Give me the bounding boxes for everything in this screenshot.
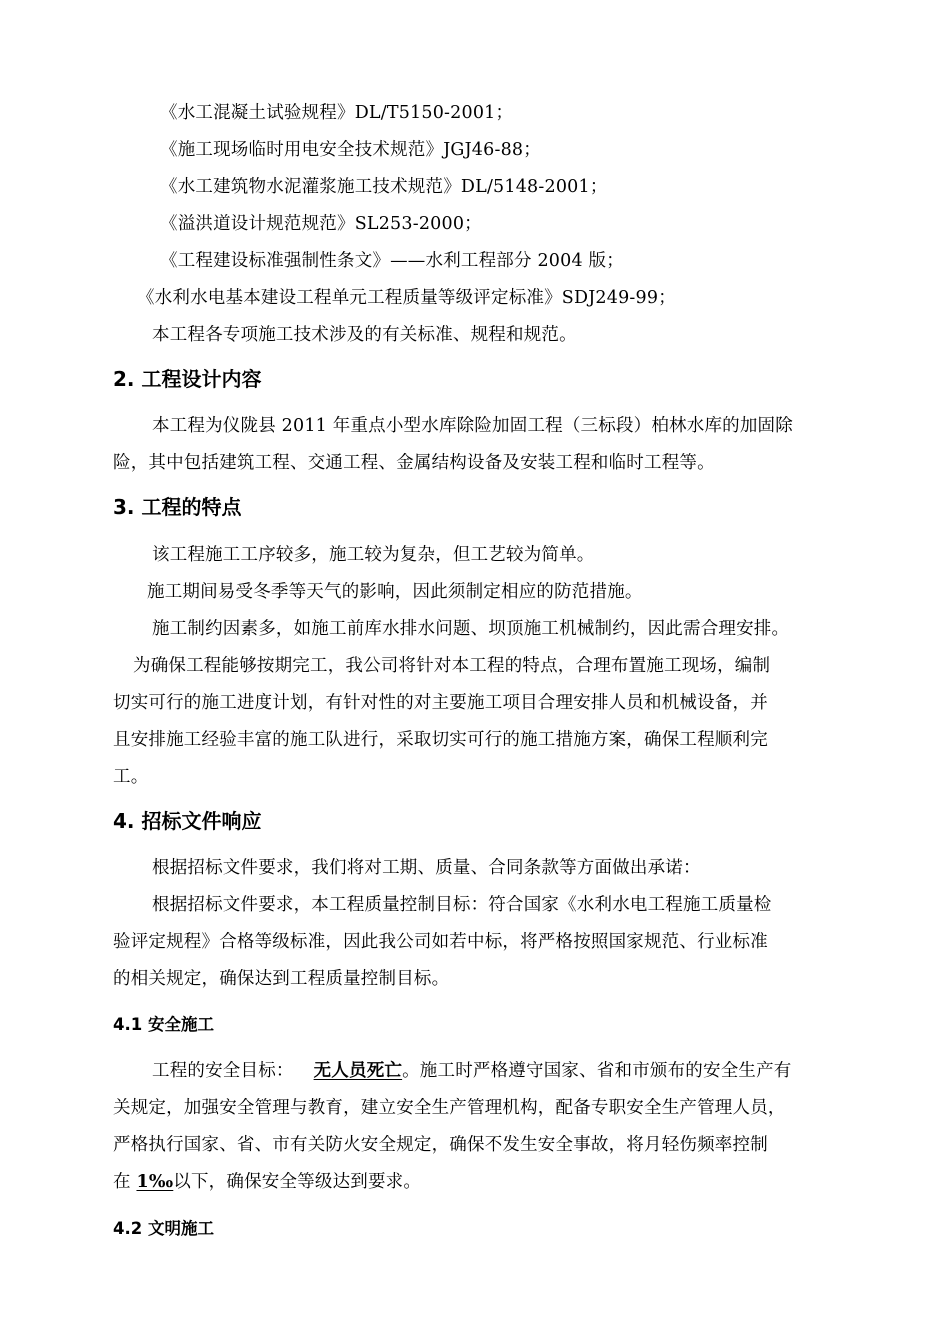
- body-line: 该工程施工工序较多，施工较为复杂，但工艺较为简单。: [152, 545, 595, 565]
- body-line: 的相关规定，确保达到工程质量控制目标。: [113, 969, 450, 989]
- section-heading: 3. 工程的特点: [113, 495, 242, 519]
- body-line: 工。: [113, 767, 149, 787]
- injury-rate-suffix: 以下，确保安全等级达到要求。: [173, 1172, 422, 1192]
- standard-item: 《水工建筑物水泥灌浆施工技术规范》DL/5148-2001；: [160, 177, 608, 197]
- body-line: 验评定规程》合格等级标准，因此我公司如若中标，将严格按照国家规范、行业标准: [113, 932, 768, 952]
- standard-item: 本工程各专项施工技术涉及的有关标准、规程和规范。: [152, 325, 577, 345]
- standard-item: 《水工混凝土试验规程》DL/T5150-2001；: [160, 103, 514, 123]
- body-line: 严格执行国家、省、市有关防火安全规定，确保不发生安全事故，将月轻伤频率控制: [113, 1135, 768, 1155]
- injury-rate-prefix: 在: [113, 1172, 137, 1192]
- body-line: 施工制约因素多，如施工前库水排水问题、坝顶施工机械制约，因此需合理安排。: [152, 619, 790, 639]
- injury-rate-value: 1‰: [136, 1172, 174, 1192]
- standard-item: 《水利水电基本建设工程单元工程质量等级评定标准》SDJ249-99；: [137, 288, 676, 308]
- standard-item: 《施工现场临时用电安全技术规范》JGJ46-88；: [160, 140, 541, 160]
- body-line-safety-goal: [152, 1059, 792, 1083]
- body-line-injury-rate: [113, 1170, 421, 1194]
- safety-goal-label: 工程的安全目标：: [152, 1061, 294, 1081]
- body-line: 险，其中包括建筑工程、交通工程、金属结构设备及安装工程和临时工程等。: [113, 453, 715, 473]
- standard-item: 《溢洪道设计规范规范》SL253-2000；: [160, 214, 482, 234]
- body-line: 为确保工程能够按期完工，我公司将针对本工程的特点，合理布置施工现场，编制: [133, 656, 771, 676]
- subsection-heading: 4.2 文明施工: [113, 1219, 214, 1238]
- body-line: 切实可行的施工进度计划，有针对性的对主要施工项目合理安排人员和机械设备，并: [113, 693, 768, 713]
- body-line: 根据招标文件要求，我们将对工期、质量、合同条款等方面做出承诺：: [152, 858, 701, 878]
- body-line: 施工期间易受冬季等天气的影响，因此须制定相应的防范措施。: [147, 582, 643, 602]
- safety-goal-target: 无人员死亡: [313, 1061, 403, 1081]
- body-line: 且安排施工经验丰富的施工队进行，采取切实可行的施工措施方案，确保工程顺利完: [113, 730, 768, 750]
- section-heading: 2. 工程设计内容: [113, 367, 262, 391]
- body-line: 根据招标文件要求，本工程质量控制目标：符合国家《水利水电工程施工质量检: [152, 895, 772, 915]
- section-heading: 4. 招标文件响应: [113, 809, 262, 833]
- subsection-heading: 4.1 安全施工: [113, 1015, 214, 1034]
- body-line: 关规定，加强安全管理与教育，建立安全生产管理机构，配备专职安全生产管理人员，: [113, 1098, 786, 1118]
- safety-goal-text: 。施工时严格遵守国家、省和市颁布的安全生产有: [402, 1061, 792, 1081]
- standard-item: 《工程建设标准强制性条文》——水利工程部分 2004 版；: [160, 251, 624, 271]
- body-line: 本工程为仪陇县 2011 年重点小型水库除险加固工程（三标段）柏林水库的加固除: [152, 416, 793, 436]
